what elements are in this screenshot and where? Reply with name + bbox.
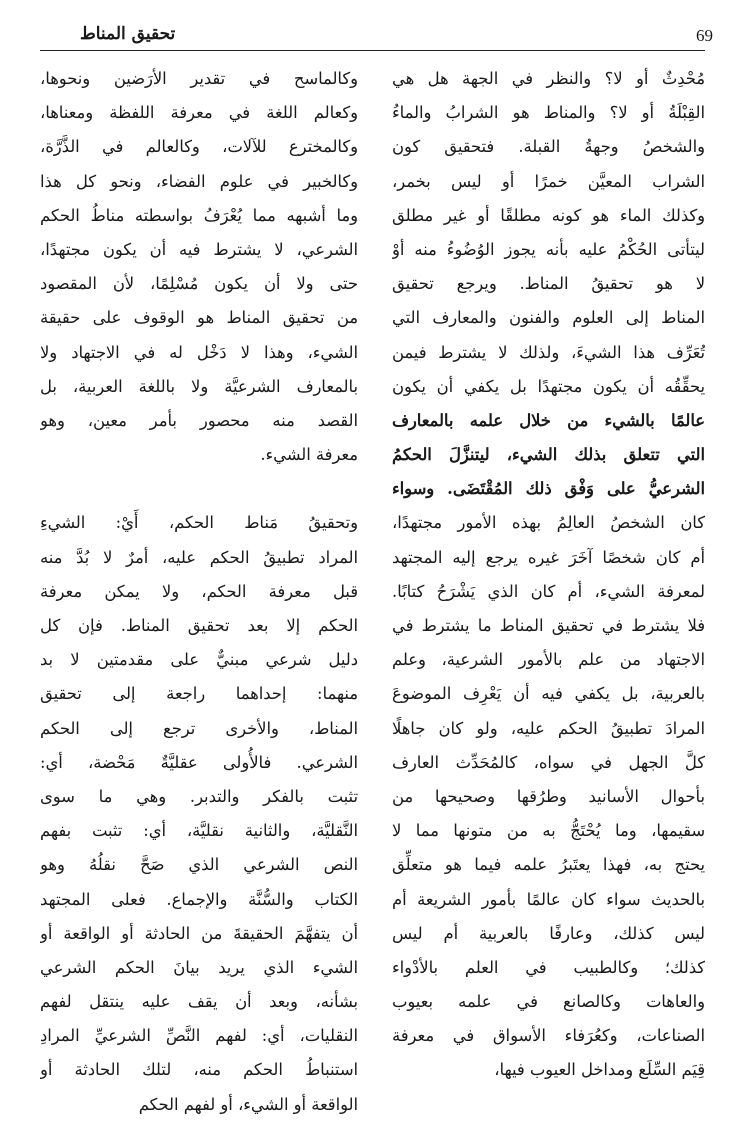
text-line: مُحْدِثٌ أو لا؟ والنظر في الجهة هل هي: [392, 69, 705, 88]
text-line: قِيَم السِّلَع ومداخل العيوب فيها،: [494, 1060, 705, 1080]
text-line: قبل معرفة الحكم، ولا يمكن معرفة: [40, 581, 358, 601]
text-line: الشراب المعيَّن خمرًا أو ليس بخمر،: [392, 171, 705, 191]
text-line: المراد تطبيقُ الحكم عليه، أمرٌ لا بُدَّ منه: [40, 547, 358, 567]
text-line: استنباطُ الحكم منه، لتلك الحادثة أو: [40, 1060, 358, 1080]
text-line: منهما: إحداهما راجعة إلى تحقيق: [40, 684, 358, 704]
text-line: النَّقليَّة، والثانية نقليَّة، أي: تثبت بفهم: [40, 821, 358, 841]
text-line: المناط، والأخرى ترجع إلى الحكم: [40, 718, 358, 738]
text-line: الشرعي. فالأُولى عقليَّةٌ مَحْضة، أي:: [40, 752, 358, 772]
text-line: القِبْلَةُ أو لا؟ والمناط هو الشرابُ والماءُ: [392, 103, 705, 123]
text-line: سقيمها، وما يُحْتَجُّ به من متونها مما لا: [392, 821, 705, 841]
text-line: الشرعي، لا يشترط فيه أن يكون مجتهدًا،: [40, 239, 358, 259]
text-line: تثبت بالفكر والتدبر. وهي ما سوى: [40, 786, 358, 806]
text-line: والعاهات وكالصانع في علمه بعيوب: [392, 992, 705, 1012]
text-line: بالعربية، بل يكفي فيه أن يَعْرِف الموضوعَ: [392, 684, 705, 704]
text-line: بالمعارف الشرعيَّة ولا باللغة العربية، بل: [40, 376, 358, 396]
text-line: النص الشرعي الذي صَحَّ نقلُهُ وهو: [40, 855, 358, 875]
text-line: معرفة الشيء.: [260, 445, 358, 465]
running-title: تحقيق المناط: [80, 24, 176, 44]
text-line: الشيء الذي يريد بيانَ الحكم الشرعي: [40, 957, 358, 977]
text-line: دليل شرعي مبنيٌّ على مقدمتين لا بد: [40, 650, 358, 670]
text-line: ليتأتى الحُكْمُ عليه بأنه يجوز الوُضُوءُ منه أوْ: [392, 239, 705, 259]
page-number: 69: [696, 26, 713, 45]
text-line: من تحقيق المناط هو الوقوف على حقيقة: [40, 308, 358, 328]
left-column: [40, 62, 358, 1122]
text-line: المناط إلى العلوم والفنون والمعارف التي: [392, 308, 705, 328]
text-line: النقليات، أي: لفهم النَّصِّ الشرعيِّ المرادِ: [40, 1026, 358, 1046]
text-line-bold: عالمًا بالشيء من خلال علمه بالمعارف: [392, 410, 705, 430]
text-line: كان الشخصُ العالِمُ بهذه الأمور مجتهدًا،: [392, 513, 705, 533]
text-line: كلَّ الجهل في سواه، كالمُحَدِّث العارف: [392, 752, 705, 772]
text-line: لمعرفة الشيء، أم كان الذي يَشْرَحُ كتابًا.: [392, 581, 705, 601]
text-line: أم كان شخصًا آخَرَ غيره يرجع إليه المجتهد: [392, 547, 705, 567]
text-line: أن يتفهَّمَ الحقيقةَ من الحادثة أو الواقعة أو: [40, 923, 358, 943]
text-line: وكالخبير في علوم الفضاء، ونحو كل هذا: [40, 171, 358, 191]
text-line: وما أشبهه مما يُعْرَفُ بواسطته مناطُ الحكم: [40, 205, 358, 225]
text-line: بشأنه، وبعد أن يقف عليه ينتقل لفهم: [40, 992, 358, 1012]
text-line: الحكم إلا بعد تحقيق المناط. فإن كل: [40, 616, 358, 635]
page-header: [40, 24, 713, 50]
text-line-bold: التي تتعلق بذلك الشيء، ليتنزَّلَ الحكمُ: [392, 445, 705, 465]
text-line: الكتاب والسُّنَّة والإجماع. فعلى المجتهد: [40, 889, 358, 909]
text-line: بأحوال الأسانيد وطرُقها وصحيحها من: [392, 786, 705, 806]
text-line: يحقِّقُه أن يكون مجتهدًا بل يكفي أن يكون: [392, 376, 705, 396]
text-line: وكالمخترع للآلات، وكالعالم في الذَّرَّة،: [40, 137, 358, 157]
text-line: لا هو تحقيقُ المناط. ويرجع تحقيق: [392, 274, 705, 294]
text-line: الواقعة أو الشيء، أو لفهم الحكم: [138, 1094, 358, 1114]
text-line: وكالماسح في تقدير الأرَضين ونحوها،: [40, 69, 358, 88]
text-line-bold: الشرعيُّ على وَفْق ذلك المُقْتَضَى. وسواء: [392, 479, 705, 499]
text-line: حتى ولا أن يكون مُسْلِمًا، لأن المقصود: [40, 274, 358, 294]
text-line: المرادَ تطبيقُ الحكم عليه، ولو كان جاهلًا: [392, 718, 705, 738]
paragraph-gap: [40, 472, 358, 506]
text-line: الاجتهاد من علم بالأمور الشرعية، وعلم: [392, 650, 705, 670]
text-line: الصناعات، وكعُرَفاء الأسواق في معرفة: [392, 1026, 705, 1046]
text-line: وتحقيقُ مَناط الحكم، أَيْ: الشيءِ: [40, 513, 358, 533]
text-line: القصد منه محصور بأمر معين، وهو: [40, 410, 358, 430]
text-line: كذلك؛ وكالطبيب في العلم بالأدْواء: [392, 957, 705, 977]
text-line: تُعَرِّف هذا الشيءَ، ولذلك لا يشترط فيمن: [392, 342, 705, 362]
text-line: يحتج به، فهذا يعتَبرُ علمه فيما هو متعلِّق: [392, 855, 705, 875]
text-line: الشيء، وهذا لا دَخْل له في الاجتهاد ولا: [40, 342, 358, 362]
text-line: ليس كذلك، وعارفًا بالعربية أم ليس: [392, 923, 705, 943]
text-line: وكعالم اللغة في معرفة اللفظة ومعناها،: [40, 103, 358, 123]
text-line: بالحديث سواء كان عالمًا بأمور الشريعة أم: [392, 889, 705, 909]
header-rule: [40, 50, 705, 51]
right-column: [392, 62, 705, 1088]
text-line: وكذلك الماء هو كونه مطلقًا أو غير مطلق: [392, 205, 705, 225]
text-line: والشخصُ وجهةُ القبلة. فتحقيق كون: [392, 137, 705, 157]
text-line: فلا يشترط في تحقيق المناط ما يشترط في: [392, 616, 705, 635]
